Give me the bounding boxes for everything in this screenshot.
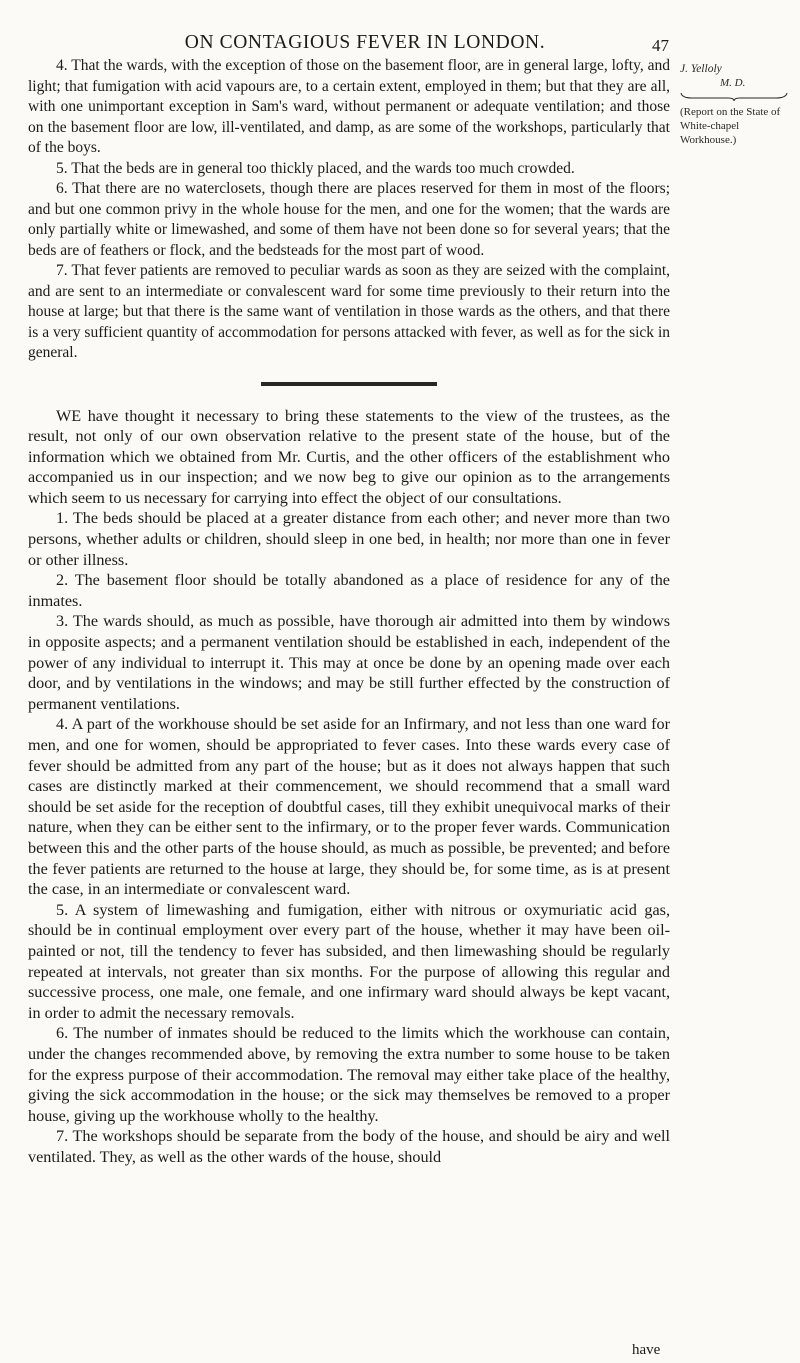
finding-paragraph: 5. That the beds are in general too thickly placed, and the wards too much crowded.: [56, 159, 575, 177]
running-title: ON CONTAGIOUS FEVER IN LONDON.: [184, 32, 546, 53]
recommendation-paragraph: 5. A system of limewashing and fumigation, either with nitrous or oxymuriatic acid gas, should be in continual employment over every part of the house, whether it may have been oil-painted or not, till the tendency to fever has subsided, and then limewashing should be regularly repeated at intervals, not greater than six months. For the purpose of allowing this regular and successive process, one male, one female, and one infirmary ward should always be kept vacant, in order to admit the necessary removals.: [28, 900, 670, 1022]
page-body: [28, 56, 670, 1167]
page-header: [0, 20, 800, 55]
recommendation-paragraph: 4. A part of the workhouse should be set aside for an Infirmary, and not less than one ward for men, and one for women, should be appropriated to fever cases. Into these wards every case of fever should be admitted from any part of the house; but as it does not always happen that such cases are distinctly marked at their commencement, we should recommend that a small ward should be set aside for the reception of doubtful cases, till they exhibit unequivocal marks of their nature, when they can be either sent to the infirmary, or to the proper fever wards. Communication between this and the other parts of the house should, as much as possible, be prevented; and before the fever patients are returned to the house at large, they should be, for some time, as is at present the case, in an intermediate or convalescent ward.: [28, 715, 670, 899]
margin-note-reference: (Report on the State of White-chapel Workhouse.): [680, 106, 781, 146]
recommendations-intro: WE have thought it necessary to bring these statements to the view of the trustees, as the result, not only of our own observation relative to the present state of the house, but of the information which we obtained from Mr. Curtis, and the other officers of the establishment who accompanied us in our inspection; and we now beg to give our opinion as to the arrangements which seem to us necessary for carrying into effect the object of our consultations.: [28, 406, 670, 507]
catchword: have: [632, 1342, 661, 1358]
brace-icon: [680, 92, 788, 102]
margin-note-author: J. Yelloly: [680, 63, 722, 75]
finding-paragraph: 6. That there are no waterclosets, though there are places reserved for them in most of the floors; and but one common privy in the whole house for the men, and one for the women; that the wards are only partially white or limewashed, and some of them have not been done so for several years; that the beds are of feathers or flock, and the bedsteads for the most part of wood.: [28, 180, 670, 259]
margin-note: [680, 62, 798, 147]
recommendation-paragraph: 3. The wards should, as much as possible, have thorough air admitted into them by windows in opposite aspects; and a permanent ventilation should be established in each, independent of the power of any individual to interrupt it. This may at once be done by an opening made over each door, and by ventilations in the windows; and may be still further effected by the construction of permanent ventilations.: [28, 612, 670, 713]
finding-paragraph: 7. That fever patients are removed to peculiar wards as soon as they are seized with the complaint, and are sent to an intermediate or convalescent ward for some time previously to their return into the house at large; but that there is the same want of ventilation in those wards as the others, and that there is a very sufficient quantity of accommodation for persons attacked with fever, as well as for the sick in general.: [28, 262, 670, 361]
findings-section: [28, 56, 670, 364]
recommendation-paragraph: 1. The beds should be placed at a greater distance from each other; and never more than two persons, whether adults or children, should sleep in one bed, in health; nor more than one in fever or other illness.: [28, 509, 670, 569]
section-divider: [261, 382, 437, 386]
page-number: 47: [652, 36, 669, 55]
recommendation-paragraph: 2. The basement floor should be totally abandoned as a place of residence for any of the inmates.: [28, 571, 670, 610]
recommendations-section: [28, 406, 670, 1168]
finding-paragraph: 4. That the wards, with the exception of those on the basement floor, are in general large, lofty, and light; that fumigation with acid vapours are, to a certain extent, employed in them; but that they are all, with one unimportant exception in Sam's ward, without permanent or adequate ventilation; and those on the basement floor are low, ill-ventilated, and damp, as are some of the workshops, particularly that of the boys.: [28, 57, 670, 156]
recommendation-paragraph: 6. The number of inmates should be reduced to the limits which the workhouse can contain, under the changes recommended above, by removing the extra number to some house to be taken for the express purpose of their accommodation. The removal may either take place of the healthy, giving the sick accommodation in the house; or the sick may themselves be removed to a proper house, giving up the workhouse wholly to the healthy.: [28, 1024, 670, 1125]
margin-note-degree: M. D.: [720, 77, 746, 89]
recommendation-paragraph: 7. The workshops should be separate from the body of the house, and should be airy and well ventilated. They, as well as the other wards of the house, should: [28, 1127, 670, 1166]
